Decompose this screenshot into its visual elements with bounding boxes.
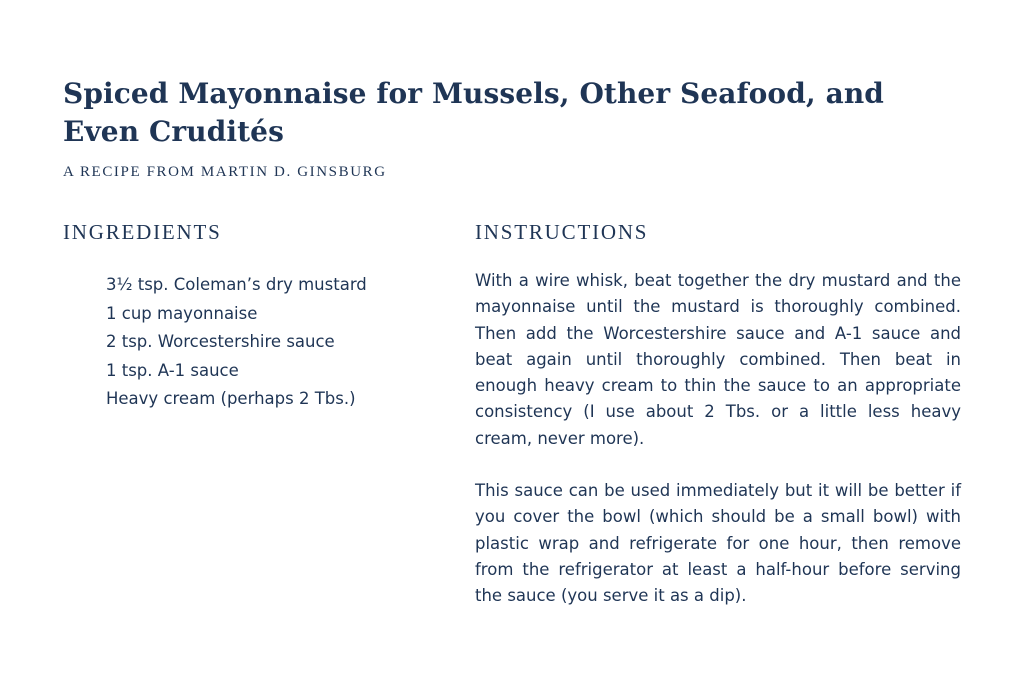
instructions-body [475, 268, 972, 636]
instruction-paragraph: With a wire whisk, beat together the dry mustard and the mayonnaise until the mustard is thoroughly combined. Then add the Worcestershire sauce and A-1 sauce and beat again until thoroughly combined. Then beat in enough heavy cream to thin the sauce to an appropriate consistency (I use about 2 Tbs. or a little less heavy cream, never more). [475, 271, 972, 448]
ingredients-heading: INGREDIENTS [63, 220, 222, 244]
instructions-heading: INSTRUCTIONS [475, 220, 649, 244]
ingredient-item: 3½ tsp. Coleman’s dry mustard [106, 275, 367, 294]
ingredients-list [106, 271, 367, 414]
recipe-title: Spiced Mayonnaise for Mussels, Other Seafood, and Even Crudités [63, 77, 884, 148]
ingredient-item: Heavy cream (perhaps 2 Tbs.) [106, 389, 356, 408]
ingredient-item: 1 tsp. A-1 sauce [106, 360, 239, 380]
instruction-paragraph: This sauce can be used immediately but it will be better if you cover the bowl (which should be a small bowl) with plastic wrap and refrigerate for one hour, then remove from the refrigerator at least a half-hour before serving the sauce (you serve it as a dip). [475, 481, 967, 606]
recipe-attribution: A RECIPE FROM MARTIN D. GINSBURG [63, 164, 387, 180]
ingredient-item: 2 tsp. Worcestershire sauce [106, 332, 335, 351]
ingredient-item: 1 cup mayonnaise [106, 303, 258, 323]
